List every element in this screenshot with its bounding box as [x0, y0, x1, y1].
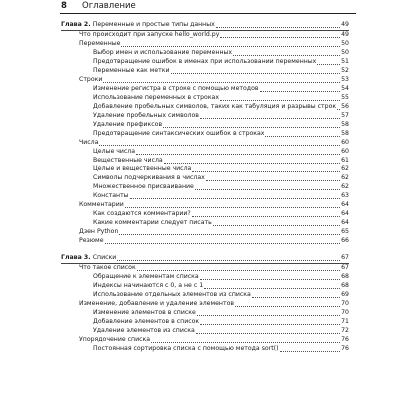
entry-text: Списки	[92, 253, 117, 261]
page-ref: 60	[341, 147, 349, 155]
page-ref: 50	[341, 49, 349, 57]
toc-section[interactable]	[61, 201, 349, 210]
entry-text: Удаление пробельных символов	[93, 111, 199, 119]
entry-text: Как создаются комментарии?	[93, 210, 191, 218]
dot-leader	[206, 179, 340, 181]
toc-subsection-title	[93, 49, 232, 58]
toc-subsection[interactable]	[61, 157, 349, 166]
entry-text: Символы подчеркивания в числах	[93, 174, 205, 182]
entry-text: Индексы начинаются с 0, а не с 1	[93, 282, 204, 290]
entry-text: Переменные и простые типы данных	[92, 20, 215, 28]
page-ref: 76	[341, 335, 349, 343]
chapter-heading-title	[61, 21, 215, 30]
dot-leader	[204, 287, 340, 289]
chapter-heading-title	[61, 254, 116, 263]
dot-leader	[117, 259, 340, 261]
page-ref: 69	[341, 291, 349, 299]
toc-section[interactable]	[61, 139, 349, 148]
dot-leader	[192, 170, 340, 172]
page-ref: 70	[341, 300, 349, 308]
dot-leader	[99, 144, 340, 146]
dot-leader	[196, 332, 340, 334]
page-ref: 76	[341, 344, 349, 352]
entry-text: Использование отдельных элементов из списка	[93, 291, 251, 299]
toc-subsection[interactable]	[61, 94, 349, 103]
toc-subsection[interactable]	[61, 130, 349, 139]
toc-subsection-title	[93, 219, 212, 228]
dot-leader	[136, 153, 340, 155]
toc-subsection-title	[93, 130, 264, 139]
toc-subsection-title	[93, 309, 196, 318]
page-ref: 71	[341, 317, 349, 325]
toc-subsection[interactable]	[61, 219, 349, 228]
chapter-prefix: Глава 2.	[61, 20, 93, 28]
page-ref: 62	[341, 183, 349, 191]
toc-section[interactable]	[61, 31, 349, 40]
dot-leader	[130, 197, 341, 199]
page-ref: 66	[341, 236, 349, 244]
entry-text: Переменные	[79, 40, 121, 48]
entry-text: Использование переменных в строках	[93, 93, 220, 101]
page-ref: 64	[341, 219, 349, 227]
page-ref: 62	[341, 165, 349, 173]
dot-leader	[235, 305, 340, 307]
toc-subsection-title	[93, 103, 336, 112]
entry-text: Числа	[79, 138, 99, 146]
page-ref: 58	[341, 120, 349, 128]
page-ref: 64	[341, 210, 349, 218]
toc-subsection[interactable]	[61, 85, 349, 94]
toc-section[interactable]	[61, 336, 349, 345]
page-ref: 63	[341, 192, 349, 200]
entry-text: Упорядочение списка	[79, 335, 151, 343]
toc-section-title	[79, 264, 136, 273]
entry-text: Изменение элементов в списке	[93, 309, 196, 317]
toc-section-title	[79, 40, 120, 49]
toc-subsection-title	[93, 174, 205, 183]
toc-subsection[interactable]	[61, 192, 349, 201]
page-ref: 51	[341, 58, 349, 66]
chapter-prefix: Глава 3.	[61, 253, 93, 261]
entry-text: Константы	[93, 192, 129, 200]
entry-text: Строки	[79, 76, 103, 84]
toc-subsection[interactable]	[61, 121, 349, 130]
toc-subsection-title	[93, 282, 203, 291]
toc-subsection-title	[93, 318, 199, 327]
entry-text: Удаление элементов из списка	[93, 326, 195, 334]
entry-text: Резюме	[79, 236, 104, 244]
toc-subsection-title	[93, 112, 199, 121]
page-ref: 50	[341, 40, 349, 48]
toc-subsection[interactable]	[61, 49, 349, 58]
toc-subsection-title	[93, 291, 251, 300]
dot-leader	[260, 90, 341, 92]
dot-leader	[216, 26, 340, 28]
chapter-heading[interactable]	[61, 21, 349, 30]
dot-leader	[200, 117, 340, 119]
toc-subsection[interactable]	[61, 282, 349, 291]
toc-subsection-title	[93, 327, 195, 336]
entry-text: Что такое список	[79, 264, 136, 272]
entry-text: Какие комментарии следует писать	[93, 219, 212, 227]
entry-text: Что происходит при запуске hello_world.py	[79, 31, 220, 39]
page-ref: 62	[341, 174, 349, 182]
toc-subsection-title	[93, 273, 199, 282]
dot-leader	[252, 296, 340, 298]
toc-subsection-title	[93, 94, 219, 103]
toc-subsection-title	[93, 157, 163, 166]
dot-leader	[125, 206, 340, 208]
page-ref: 72	[341, 326, 349, 334]
toc-subsection[interactable]	[61, 318, 349, 327]
dot-leader	[171, 72, 341, 74]
running-header	[0, 0, 420, 14]
page-ref: 57	[341, 111, 349, 119]
dot-leader	[151, 341, 340, 343]
page-ref: 56	[341, 102, 349, 110]
table-of-contents	[61, 21, 349, 354]
entry-text: Дзен Python	[79, 228, 119, 236]
entry-text: Вещественные числа	[93, 156, 163, 164]
page-ref: 49	[341, 20, 349, 28]
chapter-heading[interactable]	[61, 254, 349, 263]
toc-subsection[interactable]	[61, 58, 349, 67]
toc-section[interactable]	[61, 228, 349, 237]
dot-leader	[137, 269, 340, 271]
toc-section[interactable]	[61, 264, 349, 273]
toc-subsection-title	[93, 345, 279, 354]
dot-leader	[103, 81, 340, 83]
running-title: Оглавление	[82, 1, 136, 11]
page-ref: 68	[341, 282, 349, 290]
entry-text: Комментарии	[79, 201, 124, 209]
toc-subsection[interactable]	[61, 327, 349, 336]
toc-section-title	[79, 336, 150, 345]
page-ref: 70	[341, 309, 349, 317]
entry-text: Постоянная сортировка списка с помощью метода sort()	[93, 344, 279, 352]
entry-text: Добавление элементов в список	[93, 317, 200, 325]
toc-subsection[interactable]	[61, 183, 349, 192]
toc-section-title	[79, 228, 118, 237]
toc-subsection[interactable]	[61, 148, 349, 157]
toc-section[interactable]	[61, 300, 349, 309]
toc-subsection[interactable]	[61, 273, 349, 282]
toc-subsection[interactable]	[61, 166, 349, 175]
toc-subsection[interactable]	[61, 210, 349, 219]
entry-text: Целые и вещественные числа	[93, 165, 192, 173]
toc-section[interactable]	[61, 76, 349, 85]
toc-subsection[interactable]	[61, 345, 349, 354]
dot-leader	[119, 233, 340, 235]
dot-leader	[200, 323, 340, 325]
dot-leader	[195, 188, 340, 190]
page-ref: 67	[341, 253, 349, 261]
dot-leader	[265, 135, 340, 137]
toc-subsection-title	[93, 85, 259, 94]
toc-section-title	[79, 300, 234, 309]
page-ref: 55	[341, 93, 349, 101]
dot-leader	[337, 108, 340, 110]
dot-leader	[192, 215, 340, 217]
toc-section-title	[79, 139, 98, 148]
toc-section-title	[79, 76, 102, 85]
toc-subsection[interactable]	[61, 174, 349, 183]
page-ref: 61	[341, 156, 349, 164]
page-ref: 64	[341, 201, 349, 209]
page-ref: 54	[341, 85, 349, 93]
toc-subsection-title	[93, 192, 129, 201]
header-rule	[60, 13, 356, 14]
entry-text: Обращение к элементам списка	[93, 273, 199, 281]
toc-subsection[interactable]	[61, 112, 349, 121]
page-ref: 68	[341, 273, 349, 281]
page-ref: 60	[341, 138, 349, 146]
dot-leader	[213, 224, 340, 226]
entry-text: Изменение, добавление и удаление элементов	[79, 300, 235, 308]
entry-text: Переменные как метки	[93, 67, 170, 75]
entry-text: Добавление пробельных символов, таких как табуляция и разрывы строк	[93, 102, 337, 110]
dot-leader	[220, 99, 340, 101]
entry-text: Целые числа	[93, 147, 136, 155]
page-ref: 67	[341, 264, 349, 272]
entry-text: Выбор имен и использование переменных	[93, 49, 233, 57]
dot-leader	[220, 36, 340, 38]
page-number: 8	[61, 1, 67, 11]
dot-leader	[163, 126, 340, 128]
toc-section-title	[79, 31, 219, 40]
toc-subsection-title	[93, 165, 191, 174]
dot-leader	[105, 242, 341, 244]
dot-leader	[164, 162, 340, 164]
toc-subsection-title	[93, 67, 170, 76]
toc-subsection[interactable]	[61, 309, 349, 318]
toc-subsection-title	[93, 148, 135, 157]
toc-subsection-title	[93, 210, 191, 219]
toc-section-title	[79, 201, 124, 210]
dot-leader	[233, 54, 340, 56]
toc-section[interactable]	[61, 237, 349, 246]
dot-leader	[317, 63, 340, 65]
toc-subsection[interactable]	[61, 291, 349, 300]
entry-text: Предотвращение синтаксических ошибок в строках	[93, 129, 265, 137]
page-ref: 52	[341, 67, 349, 75]
toc-subsection-title	[93, 121, 162, 130]
entry-text: Удаление префиксов	[93, 120, 163, 128]
dot-leader	[200, 278, 340, 280]
toc-subsection-title	[93, 58, 316, 67]
dot-leader	[280, 350, 341, 352]
entry-text: Предотвращение ошибок в именах при использовании переменных	[93, 58, 317, 66]
page-ref: 65	[341, 228, 349, 236]
toc-section[interactable]	[61, 40, 349, 49]
page-ref: 49	[341, 31, 349, 39]
entry-text: Изменение регистра в строке с помощью методов	[93, 85, 259, 93]
chapter-gap	[61, 246, 349, 254]
dot-leader	[121, 45, 340, 47]
toc-section-title	[79, 237, 104, 246]
toc-subsection[interactable]	[61, 103, 349, 112]
toc-subsection[interactable]	[61, 67, 349, 76]
page-ref: 53	[341, 76, 349, 84]
toc-subsection-title	[93, 183, 194, 192]
entry-text: Множественное присваивание	[93, 183, 194, 191]
dot-leader	[197, 314, 340, 316]
page-ref: 58	[341, 129, 349, 137]
